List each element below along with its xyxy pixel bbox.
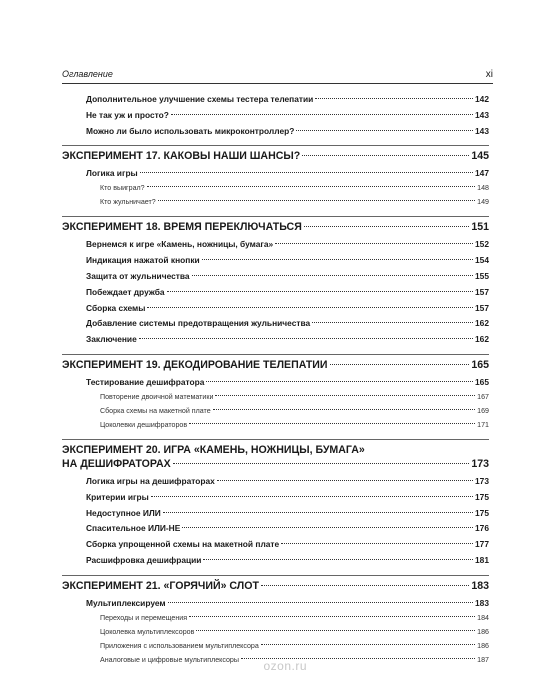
toc-entry-page: 162 xyxy=(475,334,489,345)
toc-entry-title: Защита от жульничества xyxy=(86,270,190,281)
leader-dots xyxy=(275,243,473,244)
toc-subentry[interactable] xyxy=(62,407,489,421)
leader-dots xyxy=(139,338,473,339)
chapter-page: 145 xyxy=(471,150,489,163)
leader-dots xyxy=(182,527,473,528)
toc-entry-title: Аналоговые и цифровые мультиплексоры xyxy=(100,655,239,664)
leader-dots xyxy=(281,543,473,544)
toc-subentry[interactable] xyxy=(62,642,489,656)
leader-dots xyxy=(167,291,473,292)
toc-entry-title: Кто жульничает? xyxy=(100,198,156,207)
toc-entry-page: 155 xyxy=(475,270,489,281)
leader-dots xyxy=(206,381,473,382)
toc-entry[interactable] xyxy=(62,334,489,350)
toc-entry-title: Переходы и перемещения xyxy=(100,613,188,622)
leader-dots xyxy=(203,559,473,560)
toc-entry-page: 167 xyxy=(477,392,489,401)
toc-entry[interactable] xyxy=(62,508,489,524)
toc-entry[interactable] xyxy=(62,110,489,126)
chapter-heading[interactable] xyxy=(62,354,489,377)
toc-entry-title: Мультиплексируем xyxy=(86,597,166,608)
table-of-contents xyxy=(62,94,489,670)
leader-dots xyxy=(173,463,470,464)
chapter-heading[interactable] xyxy=(62,575,489,598)
toc-entry[interactable] xyxy=(62,598,489,614)
leader-dots xyxy=(192,275,473,276)
leader-dots xyxy=(147,307,473,308)
toc-entry-page: 169 xyxy=(477,406,489,415)
toc-subentry[interactable] xyxy=(62,393,489,407)
chapter-title: ЭКСПЕРИМЕНТ 18. ВРЕМЯ ПЕРЕКЛЮЧАТЬСЯ xyxy=(62,221,302,234)
toc-entry-page: 175 xyxy=(475,491,489,502)
chapter-title-continued: НА ДЕШИФРАТОРАХ xyxy=(62,458,171,471)
chapter-title: ЭКСПЕРИМЕНТ 17. КАКОВЫ НАШИ ШАНСЫ? xyxy=(62,150,301,163)
toc-entry-title: Не так уж и просто? xyxy=(86,109,169,120)
toc-entry-title: Добавление системы предотвращения жульничества xyxy=(86,318,311,329)
toc-entry-title: Спасительное ИЛИ-НЕ xyxy=(86,523,181,534)
toc-entry-title: Сборка схемы на макетной плате xyxy=(100,406,211,415)
leader-dots xyxy=(140,172,473,173)
leader-dots xyxy=(196,630,475,631)
toc-subentry[interactable] xyxy=(62,421,489,435)
toc-entry-page: 184 xyxy=(477,613,489,622)
toc-entry-title: Критерии игры xyxy=(86,491,149,502)
toc-entry-page: 143 xyxy=(475,125,489,136)
toc-entry[interactable] xyxy=(62,476,489,492)
toc-entry-title: Недоступное ИЛИ xyxy=(86,507,161,518)
chapter-heading[interactable] xyxy=(62,145,489,168)
leader-dots xyxy=(215,395,475,396)
chapter-page: 165 xyxy=(471,358,489,371)
toc-entry-title: Логика игры на дешифраторах xyxy=(86,476,215,487)
header-page-number: xi xyxy=(485,69,493,80)
toc-entry[interactable] xyxy=(62,555,489,571)
toc-entry-title: Сборка упрощенной схемы на макетной плате xyxy=(86,539,280,550)
leader-dots xyxy=(189,616,475,617)
leader-dots xyxy=(147,186,476,187)
toc-entry[interactable] xyxy=(62,271,489,287)
toc-entry[interactable] xyxy=(62,168,489,184)
leader-dots xyxy=(151,496,473,497)
toc-entry-title: Дополнительное улучшение схемы тестера телепатии xyxy=(86,94,314,104)
toc-entry[interactable] xyxy=(62,318,489,334)
leader-dots xyxy=(315,98,473,99)
toc-entry-page: 143 xyxy=(475,109,489,120)
toc-entry-page: 181 xyxy=(475,555,489,566)
ozon-watermark: ozon.ru xyxy=(263,659,307,673)
toc-entry-page: 147 xyxy=(475,168,489,179)
chapter-page: 151 xyxy=(471,221,489,234)
chapter-title: ЭКСПЕРИМЕНТ 20. ИГРА «КАМЕНЬ, НОЖНИЦЫ, БУМАГА» xyxy=(62,444,365,457)
toc-entry-page: 157 xyxy=(475,286,489,297)
chapter-title: ЭКСПЕРИМЕНТ 19. ДЕКОДИРОВАНИЕ ТЕЛЕПАТИИ xyxy=(62,358,328,371)
toc-entry-title: Сборка схемы xyxy=(86,302,146,313)
toc-entry-page: 148 xyxy=(477,184,489,193)
toc-subentry[interactable] xyxy=(62,198,489,212)
toc-entry-title: Приложения с использованием мультиплексора xyxy=(100,641,259,650)
leader-dots xyxy=(168,602,473,603)
toc-entry-page: 165 xyxy=(475,376,489,387)
toc-entry-page: 177 xyxy=(475,539,489,550)
leader-dots xyxy=(189,423,475,424)
toc-entry-title: Можно ли было использовать микроконтроллер? xyxy=(86,125,295,136)
chapter-title: ЭКСПЕРИМЕНТ 21. «ГОРЯЧИЙ» СЛОТ xyxy=(62,579,259,592)
toc-entry-page: 152 xyxy=(475,239,489,250)
toc-entry-page: 154 xyxy=(475,255,489,266)
toc-entry[interactable] xyxy=(62,287,489,303)
toc-entry-page: 186 xyxy=(477,641,489,650)
leader-dots xyxy=(296,130,473,131)
toc-entry-page: 171 xyxy=(477,420,489,429)
toc-entry[interactable] xyxy=(62,94,489,110)
leader-dots xyxy=(163,512,473,513)
toc-entry-page: 173 xyxy=(475,476,489,487)
toc-entry[interactable] xyxy=(62,492,489,508)
leader-dots xyxy=(261,644,475,645)
toc-entry-title: Заключение xyxy=(86,334,137,345)
toc-entry-page: 142 xyxy=(475,94,489,104)
toc-entry[interactable] xyxy=(62,523,489,539)
toc-entry-title: Индикация нажатой кнопки xyxy=(86,255,200,266)
toc-entry[interactable] xyxy=(62,377,489,393)
toc-entry[interactable] xyxy=(62,126,489,142)
toc-entry-page: 176 xyxy=(475,523,489,534)
leader-dots xyxy=(304,226,470,227)
toc-entry-title: Кто выиграл? xyxy=(100,184,145,193)
chapter-heading[interactable] xyxy=(62,216,489,239)
leader-dots xyxy=(261,585,469,586)
toc-entry-title: Цоколевка мультиплексоров xyxy=(100,627,195,636)
toc-entry-title: Расшифровка дешифрации xyxy=(86,555,202,566)
leader-dots xyxy=(312,322,473,323)
toc-entry-title: Вернемся к игре «Камень, ножницы, бумага» xyxy=(86,239,274,250)
toc-entry[interactable] xyxy=(62,239,489,255)
chapter-page: 183 xyxy=(471,579,489,592)
chapter-heading[interactable] xyxy=(62,439,489,476)
toc-entry-title: Логика игры xyxy=(86,168,138,179)
leader-dots xyxy=(302,155,469,156)
leader-dots xyxy=(213,409,476,410)
toc-entry-title: Тестирование дешифратора xyxy=(86,376,205,387)
toc-entry-page: 162 xyxy=(475,318,489,329)
toc-entry-page: 157 xyxy=(475,302,489,313)
toc-subentry[interactable] xyxy=(62,614,489,628)
toc-entry-title: Повторение двоичной математики xyxy=(100,392,214,401)
toc-entry-title: Побеждает дружба xyxy=(86,286,165,297)
toc-subentry[interactable] xyxy=(62,184,489,198)
leader-dots xyxy=(330,364,470,365)
toc-entry-page: 186 xyxy=(477,627,489,636)
toc-entry[interactable] xyxy=(62,255,489,271)
toc-entry-title: Цоколевки дешифраторов xyxy=(100,420,188,429)
leader-dots xyxy=(171,114,473,115)
toc-entry[interactable] xyxy=(62,539,489,555)
toc-subentry[interactable] xyxy=(62,628,489,642)
toc-entry[interactable] xyxy=(62,303,489,319)
leader-dots xyxy=(202,259,473,260)
toc-entry-page: 149 xyxy=(477,198,489,207)
leader-dots xyxy=(158,200,475,201)
header-title: Оглавление xyxy=(62,69,113,79)
toc-entry-page: 183 xyxy=(475,597,489,608)
toc-entry-page: 175 xyxy=(475,507,489,518)
leader-dots xyxy=(217,480,473,481)
toc-entry-page: 187 xyxy=(477,655,489,664)
running-header xyxy=(62,69,493,84)
chapter-page: 173 xyxy=(471,458,489,471)
